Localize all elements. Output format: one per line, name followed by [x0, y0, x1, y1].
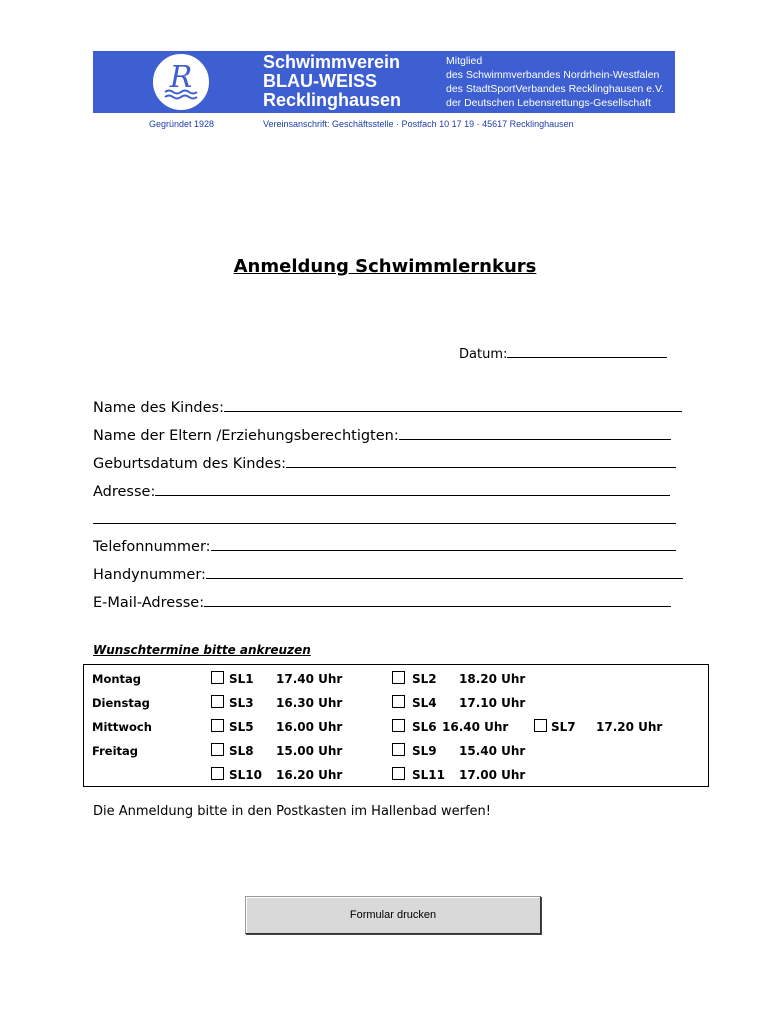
slot-time: 17.10 Uhr — [459, 696, 526, 710]
address-label: Adresse: — [93, 484, 156, 500]
date-line[interactable] — [507, 343, 667, 358]
day-label: Montag — [92, 672, 142, 686]
club-name-line1: Schwimmverein — [263, 52, 401, 72]
club-address: Vereinsanschrift: Geschäftsstelle · Postfach 10 17 19 · 45617 Recklinghausen — [263, 119, 574, 129]
slot-time: 17.00 Uhr — [459, 768, 526, 782]
club-name-line2: BLAU-WEISS — [263, 71, 377, 91]
slot-time: 15.40 Uhr — [459, 744, 526, 758]
slot-time: 18.20 Uhr — [459, 672, 526, 686]
slot-time: 17.20 Uhr — [596, 720, 663, 734]
day-label: Dienstag — [92, 696, 150, 710]
slot-time: 16.40 Uhr — [442, 720, 509, 734]
child-name-field[interactable] — [93, 397, 682, 417]
parents-field[interactable] — [93, 425, 671, 445]
svg-text:R: R — [169, 60, 193, 95]
club-logo — [151, 52, 211, 112]
slot-checkbox-sl6[interactable] — [392, 719, 405, 732]
slot-checkbox-sl10[interactable] — [211, 767, 224, 780]
slot-time: 15.00 Uhr — [276, 744, 343, 758]
slot-time: 17.40 Uhr — [276, 672, 343, 686]
phone-field[interactable] — [93, 536, 676, 556]
slot-checkbox-sl3[interactable] — [211, 695, 224, 708]
slot-checkbox-sl2[interactable] — [392, 671, 405, 684]
slot-label: SL10 — [229, 768, 262, 782]
slot-checkbox-sl4[interactable] — [392, 695, 405, 708]
date-label: Datum: — [459, 347, 508, 362]
schedule-heading: Wunschtermine bitte ankreuzen — [93, 643, 311, 657]
club-name-line3: Recklinghausen — [263, 90, 402, 110]
child-name-line[interactable] — [224, 397, 682, 412]
member-line: der Deutschen Lebensrettungs-Gesellschaft — [446, 97, 651, 109]
address-field[interactable] — [93, 481, 670, 501]
slot-label: SL11 — [412, 768, 445, 782]
phone-label: Telefonnummer: — [93, 539, 211, 555]
slot-checkbox-sl5[interactable] — [211, 719, 224, 732]
day-label: Mittwoch — [92, 720, 152, 734]
club-name — [263, 53, 401, 110]
slot-checkbox-sl9[interactable] — [392, 743, 405, 756]
slot-label: SL7 — [551, 720, 576, 734]
submission-note: Die Anmeldung bitte in den Postkasten im Hallenbad werfen! — [93, 804, 491, 819]
slot-checkbox-sl8[interactable] — [211, 743, 224, 756]
slot-label: SL9 — [412, 744, 437, 758]
slot-checkbox-sl7[interactable] — [534, 719, 547, 732]
membership-info — [446, 54, 664, 110]
address-line-2[interactable] — [93, 509, 676, 524]
slot-label: SL8 — [229, 744, 254, 758]
phone-line[interactable] — [211, 536, 676, 551]
email-line[interactable] — [204, 592, 671, 607]
birthdate-field[interactable] — [93, 453, 676, 473]
day-label: Freitag — [92, 744, 139, 758]
slot-label: SL1 — [229, 672, 254, 686]
address-field-2[interactable] — [93, 509, 676, 529]
parents-label: Name der Eltern /Erziehungsberechtigten: — [93, 428, 399, 444]
slot-label: SL5 — [229, 720, 254, 734]
birthdate-line[interactable] — [286, 453, 676, 468]
slot-label: SL3 — [229, 696, 254, 710]
address-line[interactable] — [155, 481, 670, 496]
date-field[interactable] — [459, 343, 667, 364]
slot-time: 16.30 Uhr — [276, 696, 343, 710]
mobile-field[interactable] — [93, 564, 683, 584]
slot-time: 16.20 Uhr — [276, 768, 343, 782]
slot-time: 16.00 Uhr — [276, 720, 343, 734]
print-form-button[interactable]: Formular drucken — [245, 896, 541, 934]
slot-label: SL4 — [412, 696, 437, 710]
child-name-label: Name des Kindes: — [93, 400, 224, 416]
slot-label: SL6 — [412, 720, 437, 734]
slot-label: SL2 — [412, 672, 437, 686]
slot-checkbox-sl1[interactable] — [211, 671, 224, 684]
slot-checkbox-sl11[interactable] — [392, 767, 405, 780]
email-field[interactable] — [93, 592, 671, 612]
mobile-label: Handynummer: — [93, 567, 206, 583]
mobile-line[interactable] — [206, 564, 683, 579]
member-line: des StadtSportVerbandes Recklinghausen e.V. — [446, 83, 664, 95]
founded-text: Gegründet 1928 — [149, 119, 215, 129]
parents-line[interactable] — [399, 425, 671, 440]
member-line: Mitglied — [446, 55, 483, 67]
page-title: Anmeldung Schwimmlernkurs — [233, 256, 537, 277]
email-label: E-Mail-Adresse: — [93, 595, 205, 611]
member-line: des Schwimmverbandes Nordrhein-Westfalen — [446, 69, 660, 81]
birthdate-label: Geburtsdatum des Kindes: — [93, 456, 287, 472]
